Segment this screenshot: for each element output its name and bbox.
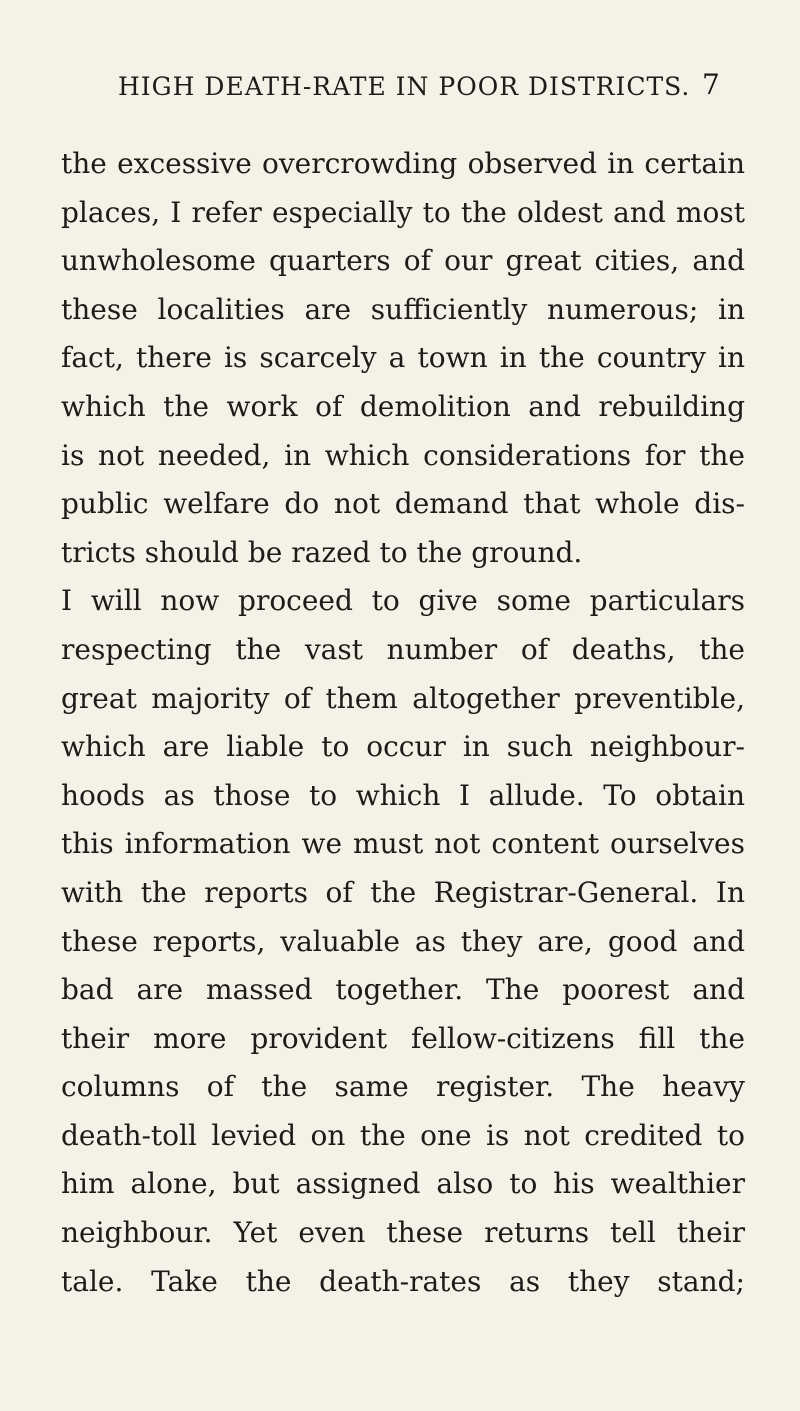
text-line: tricts should be razed to the ground. xyxy=(61,535,583,569)
running-title: HIGH DEATH-RATE IN POOR DISTRICTS. xyxy=(118,72,691,101)
text-line: neighbour. Yet even these returns tell their xyxy=(61,1216,745,1250)
text-line: which are liable to occur in such neighbour- xyxy=(61,730,745,764)
text-line: the excessive overcrowding observed in certain xyxy=(61,147,745,180)
text-line: places, I refer especially to the oldest and most xyxy=(61,195,745,229)
text-line: great majority of them altogether preventible, xyxy=(61,681,745,715)
text-line: I will now proceed to give some particulars xyxy=(61,584,745,618)
text-line: public welfare do not demand that whole dis- xyxy=(61,487,745,521)
text-line: death-toll levied on the one is not credited to xyxy=(61,1118,745,1152)
text-line: these reports, valuable as they are, good and xyxy=(61,924,745,958)
text-line: tale. Take the death-rates as they stand; xyxy=(61,1264,745,1298)
text-line: fact, there is scarcely a town in the country in xyxy=(61,341,745,375)
text-line: this information we must not content ourselves xyxy=(61,827,745,861)
text-line: him alone, but assigned also to his wealthier xyxy=(61,1167,745,1201)
page-number: 7 xyxy=(702,68,720,101)
text-line: which the work of demolition and rebuilding xyxy=(61,389,745,423)
text-line: unwholesome quarters of our great cities, and xyxy=(61,244,745,278)
text-line: bad are massed together. The poorest and xyxy=(61,973,745,1007)
text-line: respecting the vast number of deaths, the xyxy=(61,632,745,666)
text-line: columns of the same register. The heavy xyxy=(61,1070,745,1104)
text-line: with the reports of the Registrar-General. In xyxy=(61,875,745,909)
text-line: is not needed, in which considerations for the xyxy=(61,438,745,472)
body-text xyxy=(61,140,745,1306)
text-line: their more provident fellow-citizens fill the xyxy=(61,1021,745,1055)
text-line: these localities are sufficiently numerous; in xyxy=(61,292,745,326)
text-line: hoods as those to which I allude. To obtain xyxy=(61,778,745,812)
